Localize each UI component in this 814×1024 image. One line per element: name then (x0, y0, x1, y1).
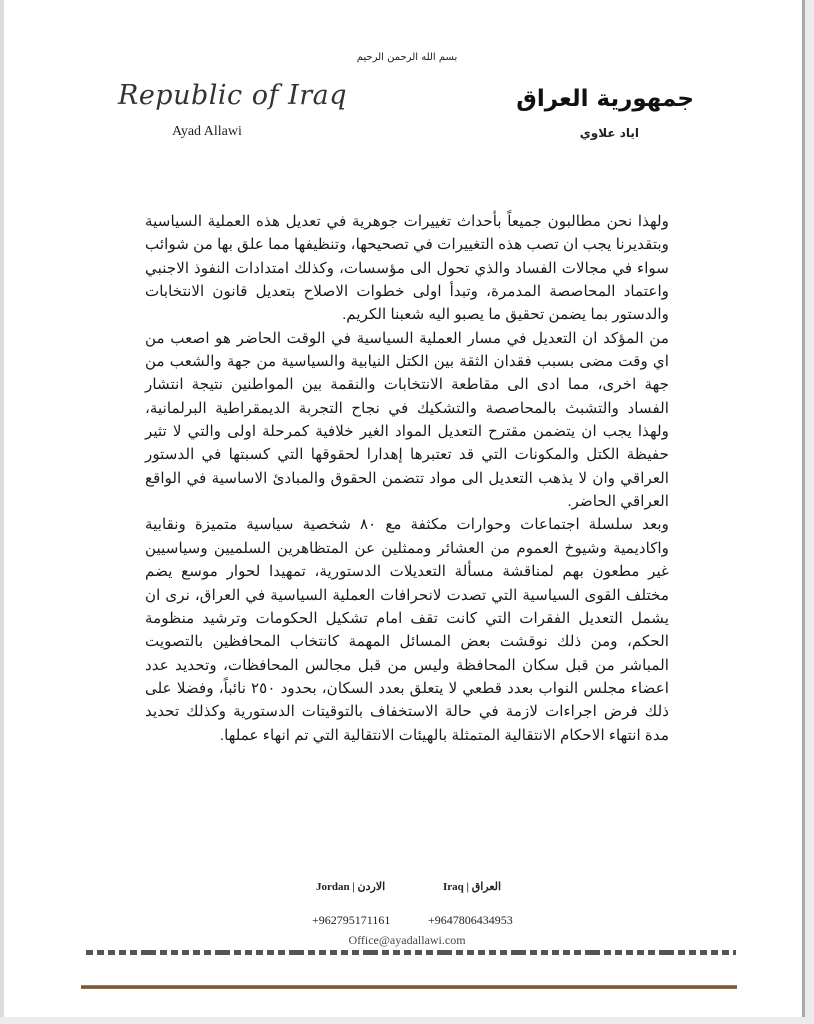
iraq-label: Iraq | العراق (443, 881, 502, 893)
footer-rule (81, 985, 737, 989)
letterhead-title-en: Republic of Iraq (118, 80, 348, 111)
page-margin-right (805, 0, 814, 1024)
jordan-phone: +962795171161 (312, 913, 391, 927)
dashed-divider (86, 950, 736, 955)
basmala: بسم الله الرحمن الرحيم (356, 52, 458, 63)
letterhead-title-ar: جمهورية العراق (516, 86, 694, 112)
jordan-label: Jordan | الاردن (316, 881, 386, 893)
body-paragraph: من المؤكد ان التعديل في مسار العملية السياسية في الوقت الحاضر هو اصعب من اي وقت مضى بسبب فقدان الثقة بين الكتل النيابية والسياسية من جهة والشعب من جهة اخرى، مما ادى الى مقاطعة الانتخابات والنقمة بين المواطنين نتيجة انتشار الفساد والتشبث بالمحاصصة والتشكيك في نجاح التجربة الديمقراطية البرلمانية، ولهذا يجب ان يتضمن مقترح التعديل المواد الغير خلافية كمرحلة اولى والتي لا تثير حفيظة الكتل والمكونات التي قد تعتبرها إهدارا لحقوقها التي كسبتها في الدستور العراقي وان لا يذهب التعديل الى مواد تتضمن الحقوق والمبادئ الاساسية في الواقع العراقي الحاضر. (145, 329, 669, 511)
body-paragraph: ولهذا نحن مطالبون جميعاً بأحداث تغييرات جوهرية في تعديل هذه العملية السياسية وبتقديرنا يجب ان تصب هذه التغييرات في تصحيحها، وتنظيفها مما علق بها من شوائب سواء في مجالات الفساد والذي تحول الى مؤسسات، وكذلك امتدادات النفوذ الاجنبي واعتماد المحاصصة المدمرة، وتبدأ اولى خطوات الاصلاح بتعديل قانون الانتخابات والدستور بما يضمن تحقيق ما يصبو اليه شعبنا الكريم. (145, 213, 669, 324)
letterhead-name-ar: اياد علاوي (579, 126, 639, 140)
letterhead-name-en: Ayad Allawi (172, 124, 242, 139)
office-email: Office@ayadallawi.com (348, 933, 466, 947)
iraq-phone: +9647806434953 (428, 913, 513, 927)
body-paragraph: وبعد سلسلة اجتماعات وحوارات مكثفة مع ٨٠ شخصية سياسية متميزة ونقابية واكاديمية وشيوخ العموم من العشائر وممثلين عن المتظاهرين السلميين وسياسيين غير مطعون بهم لمناقشة مسألة التعديلات الدستورية، تمهيدا لحوار موسع يضم مختلف القوى السياسية التي تصدت لانحرافات العملية السياسية في العراق، نرى ان يشمل التعديل الفقرات التي كانت تقف امام تشكيل الحكومات وترشيد منظومة الحكم، ومن ذلك نوقشت بعض المسائل المهمة كانتخاب المحافظين بالتصويت المباشر من قبل سكان المحافظة وليس من قبل مجالس المحافظات، وتحديد عدد اعضاء مجلس النواب بعدد قطعي لا يتعلق بعدد السكان، بحدود ٢٥٠ نائباً، وفضلا على ذلك فرض اجراءات لازمة في حالة الاستخفاف بالتوقيتات الدستورية وكذلك تحديد مدة انتهاء الاحكام الانتقالية المتمثلة بالهيئات الانتقالية التي تم انهاء عملها. (145, 516, 669, 744)
letter-body (145, 210, 669, 747)
page-margin-bottom (0, 1017, 814, 1024)
